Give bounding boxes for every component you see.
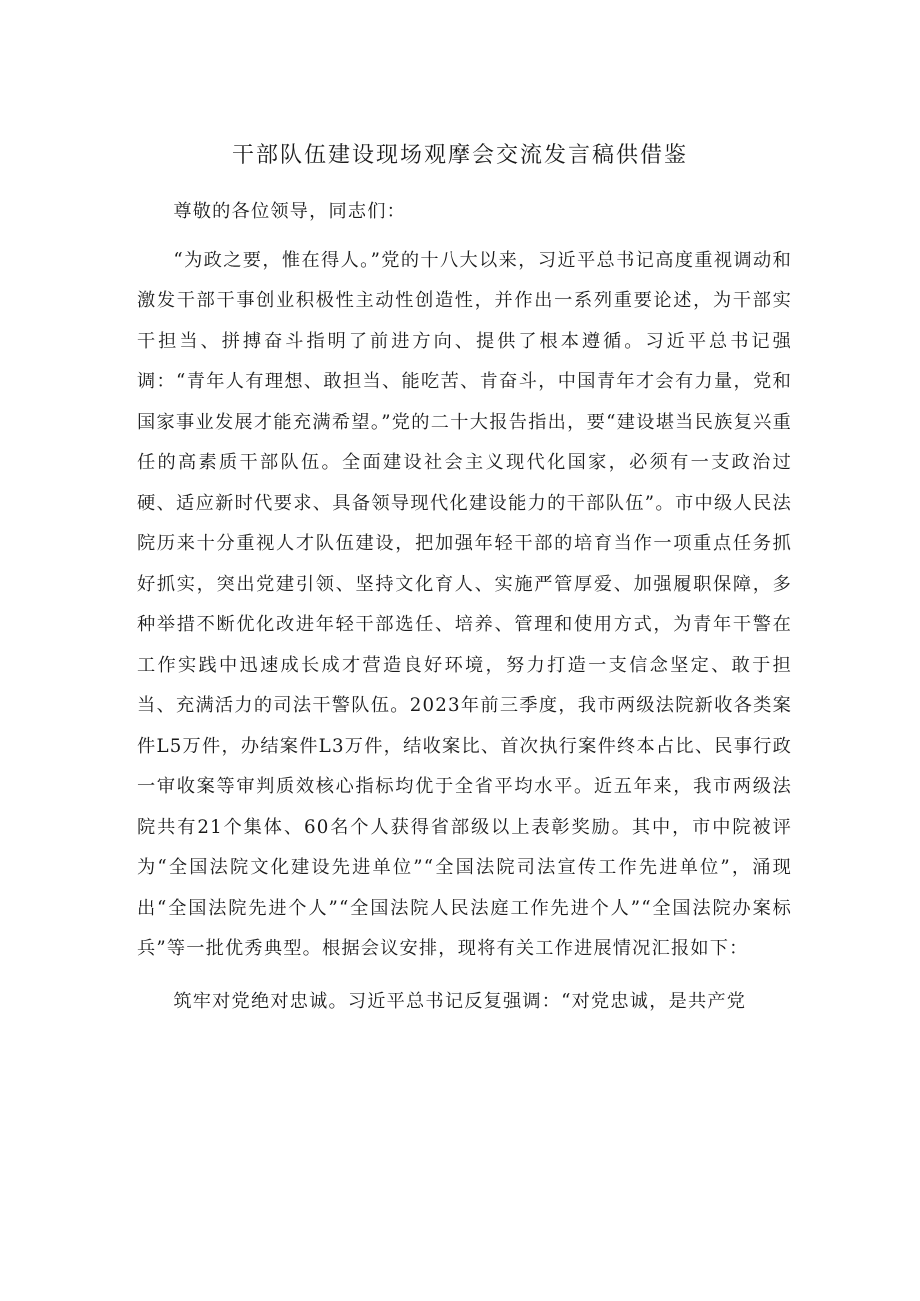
document-title: 干部队伍建设现场观摩会交流发言稿供借鉴 (231, 143, 688, 168)
document-body (137, 192, 792, 1022)
paragraph-loyalty: 筑牢对党绝对忠诚。习近平总书记反复强调：“对党忠诚，是共产党 (173, 990, 747, 1012)
salutation: 尊敬的各位领导，同志们： (173, 201, 407, 222)
paragraph-intro: “为政之要，惟在得人。”党的十八大以来，习近平总书记高度重视调动和激发干部干事创业积极性主动性创造性，并作出一系列重要论述，为干部实干担当、拼搏奋斗指明了前进方向、提供了根本遵循。习近平总书记强调：“青年人有理想、敢担当、能吃苦、肯奋斗，中国青年才会有力量，党和国家事业发展才能充满希望。”党的二十大报告指出，要“建设堪当民族复兴重任的高素质干部队伍。全面建设社会主义现代化国家，必须有一支政治过硬、适应新时代要求、具备领导现代化建设能力的干部队伍”。市中级人民法院历来十分重视人才队伍建设，把加强年轻干部的培育当作一项重点任务抓好抓实，突出党建引领、坚持文化育人、实施严管厚爱、加强履职保障，多种举措不断优化改进年轻干部选任、培养、管理和使用方式，为青年干警在工作实践中迅速成长成才营造良好环境，努力打造一支信念坚定、敢于担当、充满活力的司法干警队伍。2023年前三季度，我市两级法院新收各类案件L5万件，办结案件L3万件，结收案比、首次执行案件终本占比、民事行政一审收案等审判质效核心指标均优于全省平均水平。近五年来，我市两级法院共有21个集体、60名个人获得省部级以上表彰奖励。其中，市中院被评为“全国法院文化建设先进单位”“全国法院司法宣传工作先进单位”，涌现出“全国法院先进个人”“全国法院人民法庭工作先进个人”“全国法院办案标兵”等一批优秀典型。根据会议安排，现将有关工作进展情况汇报如下： (137, 249, 792, 959)
